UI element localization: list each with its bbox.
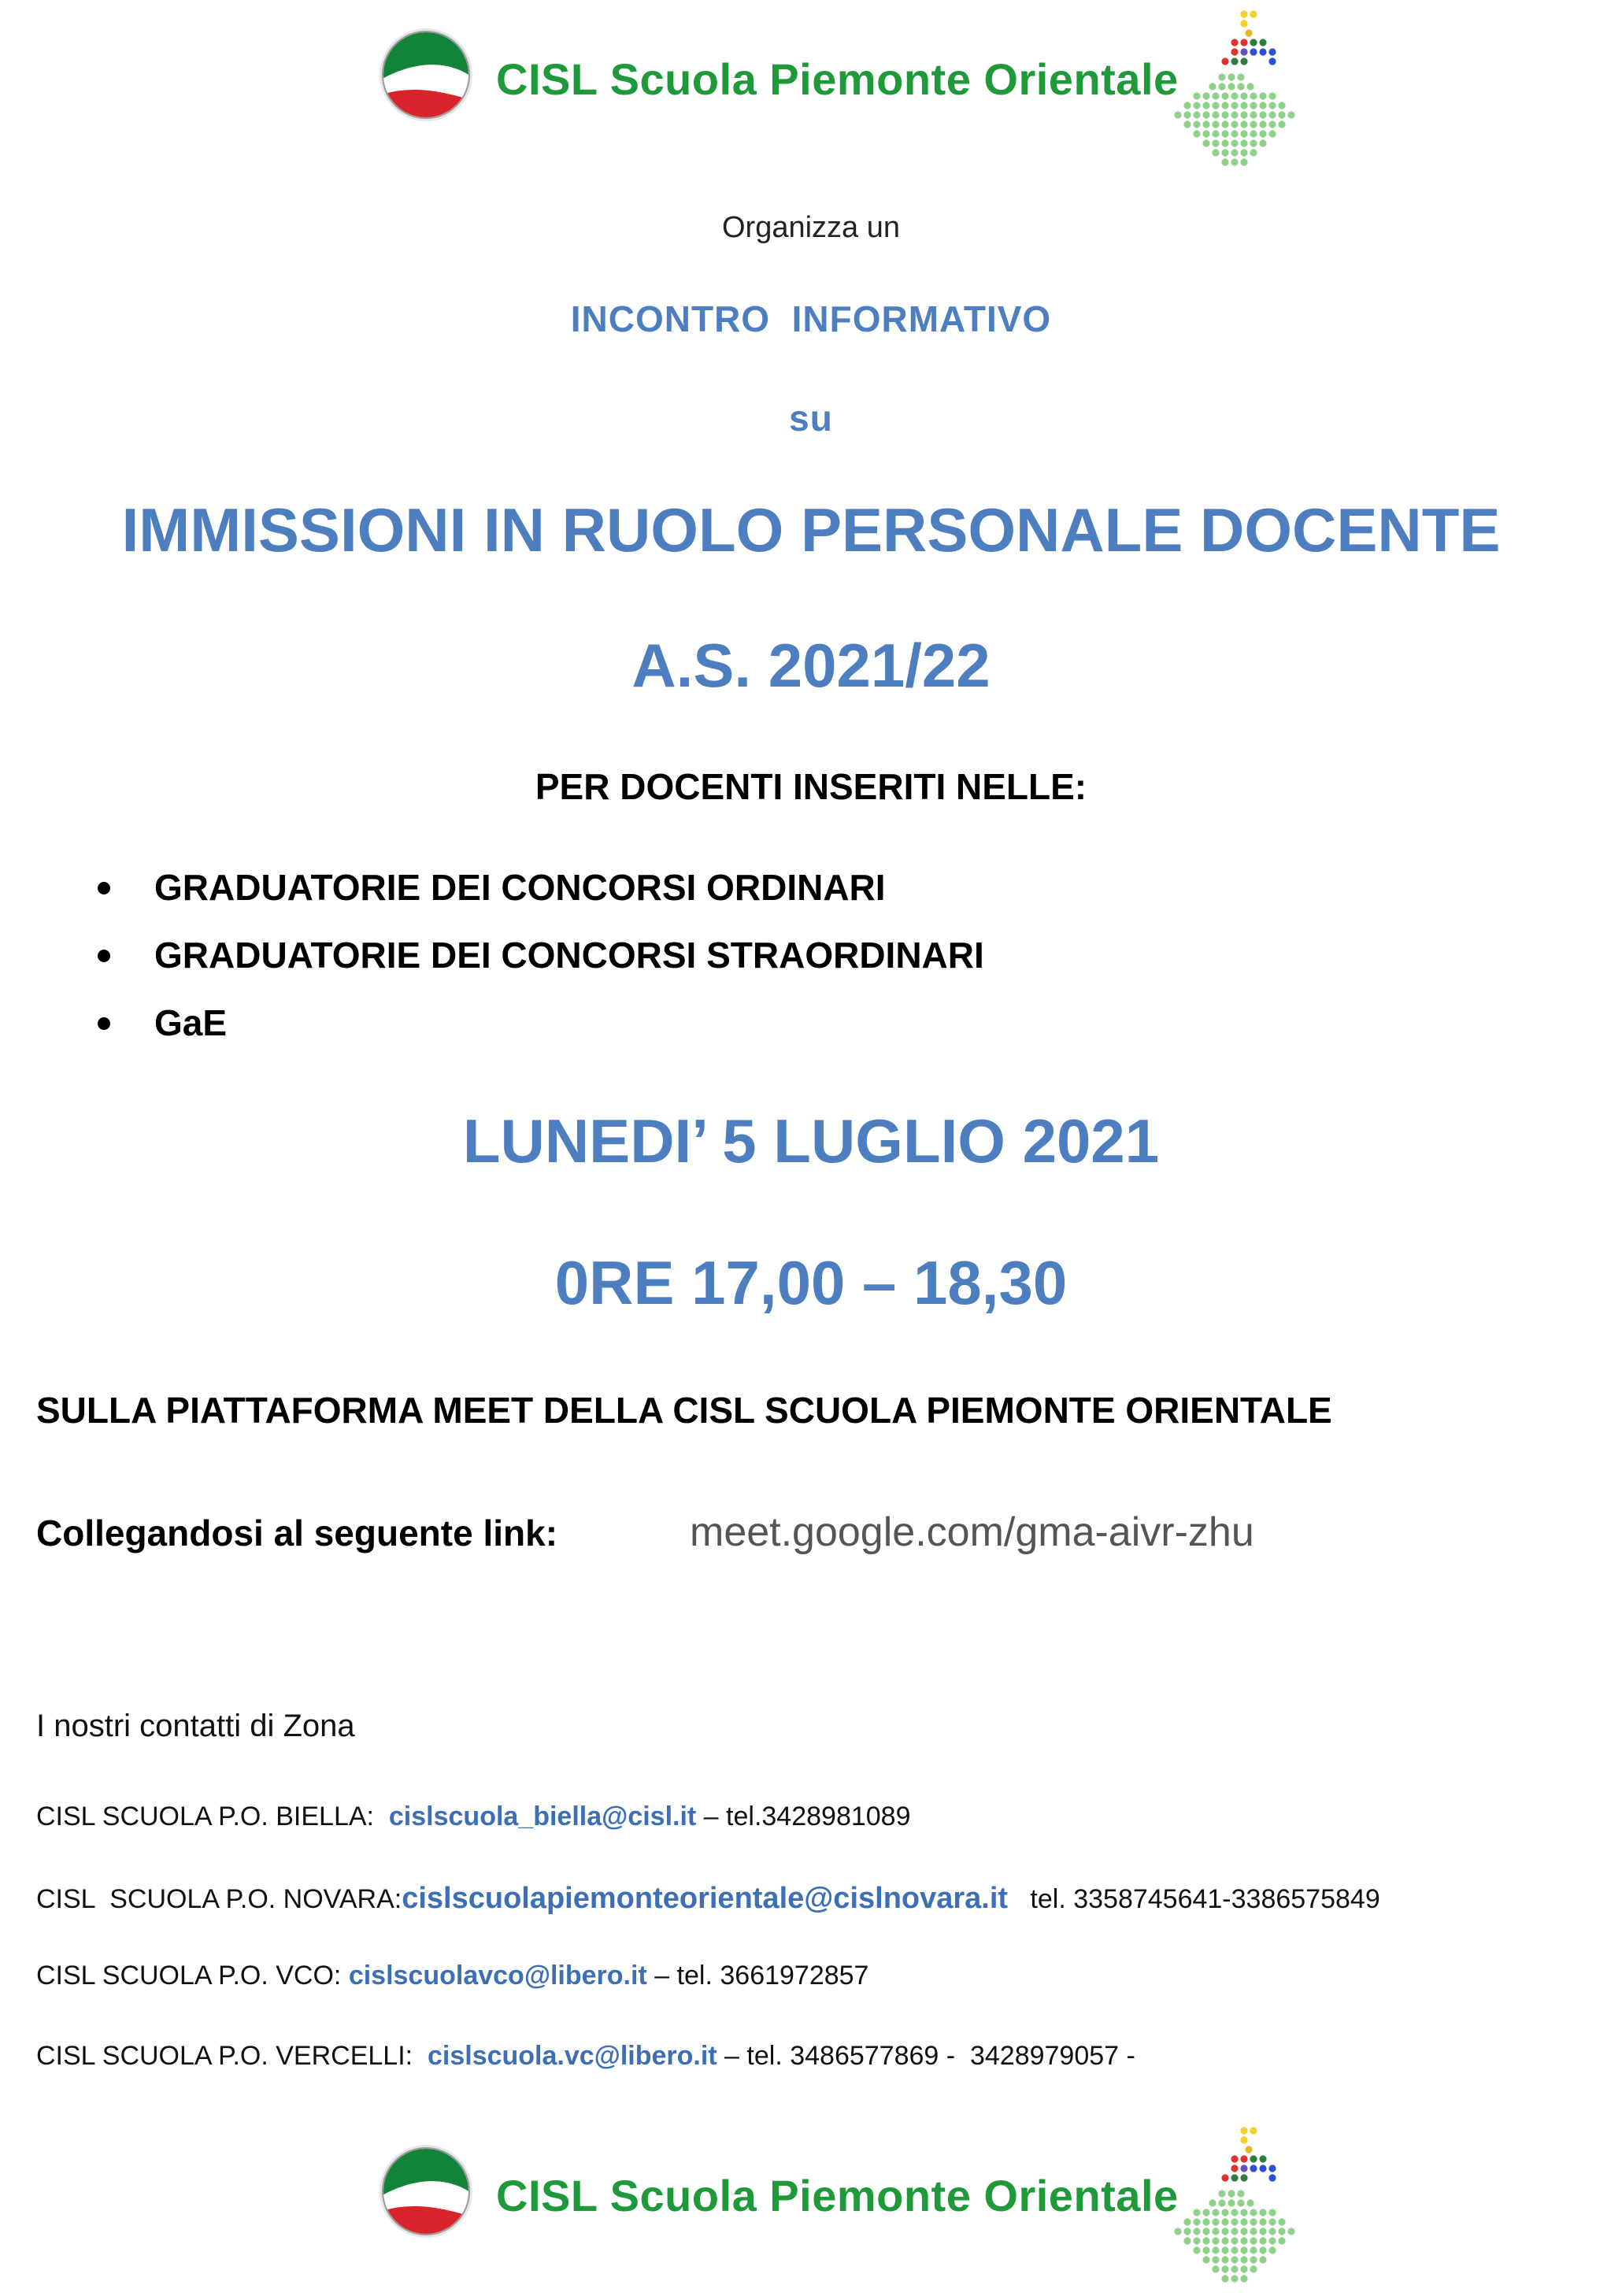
contact-suffix: – tel.3428981089 bbox=[696, 1802, 911, 1831]
contact-suffix: tel. 3358745641-3386575849 bbox=[1008, 1884, 1380, 1914]
contact-suffix: – tel. 3661972857 bbox=[646, 1961, 869, 1990]
list-item bbox=[94, 928, 984, 995]
platform-text: SULLA PIATTAFORMA MEET DELLA CISL SCUOLA PIEMONTE ORIENTALE bbox=[36, 1390, 1332, 1431]
contact-line-novara bbox=[36, 1882, 1380, 1916]
piemonte-map-icon bbox=[1173, 9, 1299, 167]
list-item-label: GRADUATORIE DEI CONCORSI STRAORDINARI bbox=[154, 935, 984, 976]
email-link[interactable]: cislscuolavco@libero.it bbox=[348, 1961, 647, 1990]
contact-prefix: CISL SCUOLA P.O. NOVARA: bbox=[36, 1884, 402, 1914]
bullet-icon bbox=[98, 950, 110, 962]
list-item-label: GaE bbox=[154, 1002, 228, 1043]
email-link[interactable]: cislscuola.vc@libero.it bbox=[427, 2041, 717, 2071]
link-row bbox=[36, 1509, 1254, 1555]
bullet-icon bbox=[98, 882, 110, 894]
page-title: IMMISSIONI IN RUOLO PERSONALE DOCENTE bbox=[121, 495, 1501, 565]
intro-text: Organizza un bbox=[721, 211, 900, 244]
contact-prefix: CISL SCUOLA P.O. VCO: bbox=[36, 1961, 349, 1990]
footer-logo bbox=[378, 2126, 1307, 2283]
subtitle: INCONTRO INFORMATIVO bbox=[570, 298, 1052, 339]
audience-heading: PER DOCENTI INSERITI NELLE: bbox=[535, 766, 1087, 807]
contact-prefix: CISL SCUOLA P.O. VERCELLI: bbox=[36, 2041, 428, 2071]
audience-list bbox=[94, 860, 984, 1063]
cisl-emblem-icon bbox=[378, 2143, 474, 2239]
email-link[interactable]: cislscuolapiemonteorientale@cislnovara.it bbox=[402, 1882, 1009, 1915]
event-time: 0RE 17,00 – 18,30 bbox=[554, 1248, 1068, 1317]
link-label: Collegandosi al seguente link: bbox=[36, 1513, 558, 1554]
list-item-label: GRADUATORIE DEI CONCORSI ORDINARI bbox=[154, 867, 886, 908]
list-item bbox=[94, 995, 984, 1063]
contact-prefix: CISL SCUOLA P.O. BIELLA: bbox=[36, 1802, 389, 1831]
bullet-icon bbox=[98, 1017, 110, 1030]
school-year: A.S. 2021/22 bbox=[631, 631, 991, 700]
list-item bbox=[94, 860, 984, 928]
contact-line-biella bbox=[36, 1802, 910, 1832]
contacts-title: I nostri contatti di Zona bbox=[36, 1709, 355, 1743]
contact-suffix: – tel. 3486577869 - 3428979057 - bbox=[717, 2041, 1135, 2071]
email-link[interactable]: cislscuola_biella@cisl.it bbox=[388, 1802, 697, 1831]
footer-brand-text: CISL Scuola Piemonte Orientale bbox=[496, 2171, 1179, 2220]
contact-line-vercelli bbox=[36, 2041, 1135, 2072]
piemonte-map-icon bbox=[1173, 2126, 1299, 2283]
contact-line-vco bbox=[36, 1961, 868, 1991]
meet-link[interactable]: meet.google.com/gma-aivr-zhu bbox=[690, 1509, 1254, 1555]
connector-text: su bbox=[789, 398, 833, 439]
header-brand-text: CISL Scuola Piemonte Orientale bbox=[496, 54, 1179, 104]
cisl-emblem-icon bbox=[378, 27, 474, 123]
header-logo bbox=[378, 9, 1307, 167]
event-date: LUNEDI’ 5 LUGLIO 2021 bbox=[462, 1106, 1160, 1176]
